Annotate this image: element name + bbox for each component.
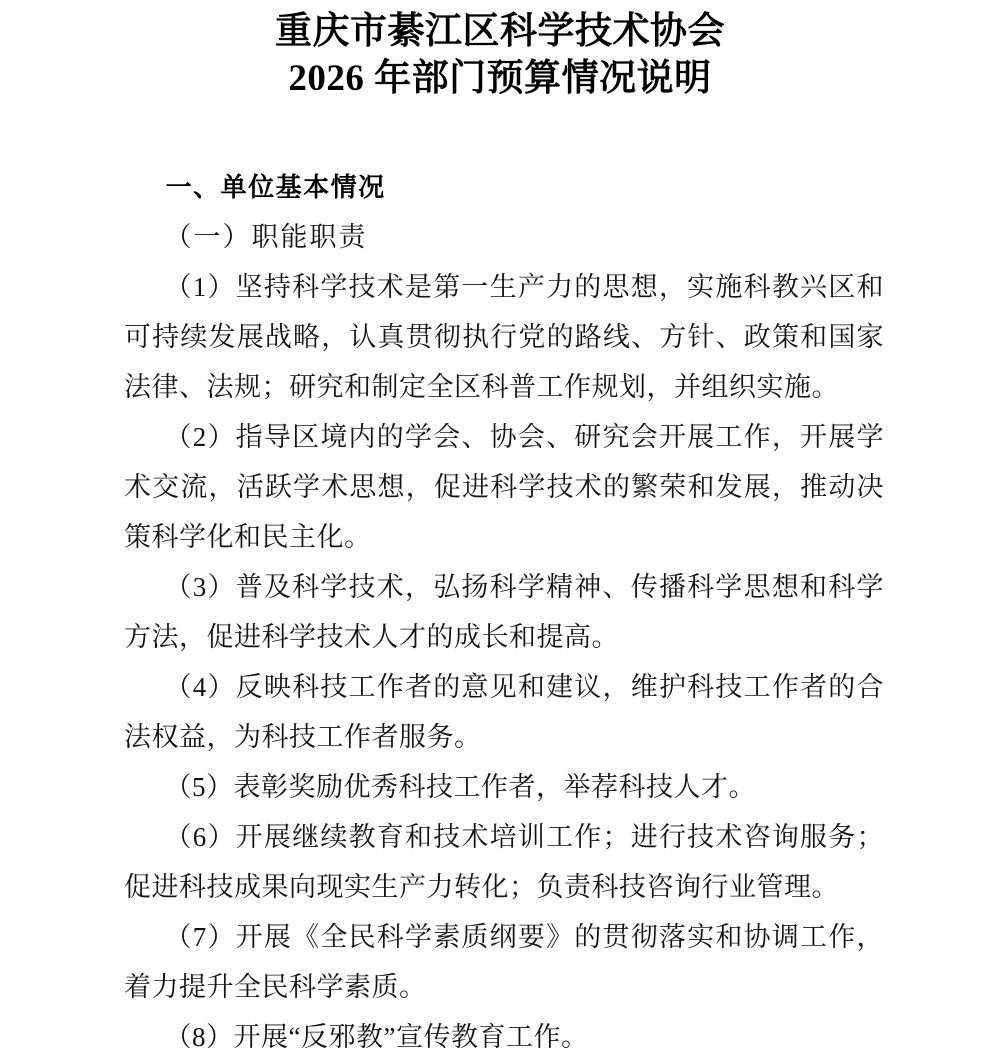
body-paragraph-3: （3）普及科学技术，弘扬科学精神、传播科学思想和科学方法，促进科学技术人才的成长和提高。 <box>124 572 884 652</box>
body-paragraph-4: （4）反映科技工作者的意见和建议，维护科技工作者的合法权益，为科技工作者服务。 <box>124 672 884 752</box>
document-title-line-1: 重庆市綦江区科学技术协会 <box>275 11 725 52</box>
document-title-line-2: 2026 年部门预算情况说明 <box>288 58 712 99</box>
document-title <box>0 8 1000 102</box>
subsection-heading: （一）职能职责 <box>164 222 368 252</box>
body-paragraph-2: （2）指导区境内的学会、协会、研究会开展工作，开展学术交流，活跃学术思想，促进科学技术的繁荣和发展，推动决策科学化和民主化。 <box>124 422 884 552</box>
body-paragraph-7: （7）开展《全民科学素质纲要》的贯彻落实和协调工作，着力提升全民科学素质。 <box>124 922 884 1002</box>
body-paragraph-8: （8）开展“反邪教”宣传教育工作。 <box>164 1022 589 1052</box>
section-heading: 一、单位基本情况 <box>165 172 386 202</box>
body-paragraph-1: （1）坚持科学技术是第一生产力的思想，实施科教兴区和可持续发展战略，认真贯彻执行党的路线、方针、政策和国家法律、法规；研究和制定全区科普工作规划，并组织实施。 <box>124 272 884 402</box>
body-paragraph-6: （6）开展继续教育和技术培训工作；进行技术咨询服务；促进科技成果向现实生产力转化；负责科技咨询行业管理。 <box>124 822 884 902</box>
body-paragraph-5: （5）表彰奖励优秀科技工作者，举荐科技人才。 <box>164 772 756 802</box>
document-body <box>124 162 884 1062</box>
